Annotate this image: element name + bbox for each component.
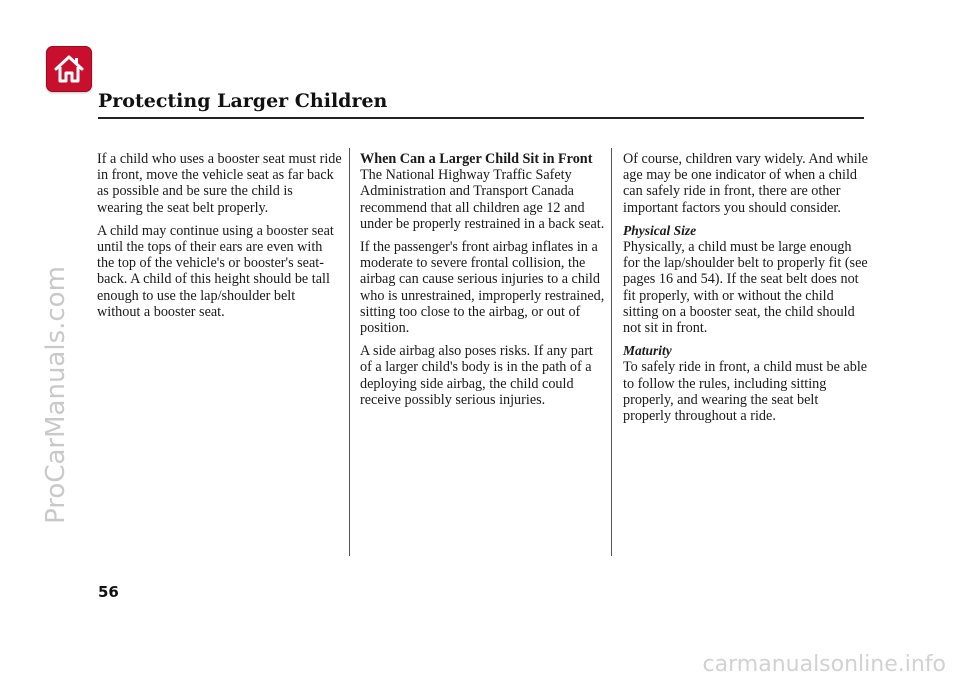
side-watermark: ProCarManuals.com — [41, 266, 71, 524]
subsection-heading: Maturity — [623, 343, 672, 359]
column-1 — [97, 151, 342, 327]
paragraph: A side airbag also poses risks. If any part of a larger child's body is in the path of a deploying side airbag, the child could receive possibly serious injuries. — [360, 343, 593, 408]
home-button[interactable] — [46, 46, 92, 92]
paragraph: Physically, a child must be large enough for the lap/shoulder belt to properly fit (see pages 16 and 54). If the seat belt does not fit properly, with or without the child sitting on a booster seat, the child should not sit in front. — [623, 239, 868, 337]
section-heading: When Can a Larger Child Sit in Front — [360, 151, 593, 167]
title-divider — [98, 117, 864, 119]
column-divider — [349, 148, 350, 556]
column-3 — [623, 151, 868, 431]
paragraph: The National Highway Traffic Safety Administration and Transport Canada recommend that all children age 12 and under be properly restrained in a back seat. — [360, 167, 605, 232]
paragraph: A child may continue using a booster seat until the tops of their ears are even with the top of the vehicle's or booster's seat-back. A child of this height should be tall enough to use the lap/shoulder belt without a booster seat. — [97, 222, 334, 320]
paragraph: Of course, children vary widely. And while age may be one indicator of when a child can safely ride in front, there are other important factors you should consider. — [623, 151, 868, 216]
page-number: 56 — [98, 583, 119, 601]
paragraph: If a child who uses a booster seat must ride in front, move the vehicle seat as far back as possible and be sure the child is wearing the seat belt properly. — [97, 151, 342, 216]
home-icon — [53, 53, 85, 85]
bottom-watermark: carmanualsonline.info — [702, 652, 946, 677]
column-divider — [611, 148, 612, 556]
paragraph: If the passenger's front airbag inflates in a moderate to severe frontal collision, the airbag can cause serious injuries to a child who is unrestrained, improperly restrained, sitting too close to the airbag, or out of position. — [360, 239, 605, 337]
paragraph: To safely ride in front, a child must be able to follow the rules, including sitting properly, and wearing the seat belt properly throughout a ride. — [623, 359, 868, 425]
column-2 — [360, 151, 605, 415]
subsection-heading: Physical Size — [623, 222, 697, 238]
page-title: Protecting Larger Children — [98, 90, 388, 112]
